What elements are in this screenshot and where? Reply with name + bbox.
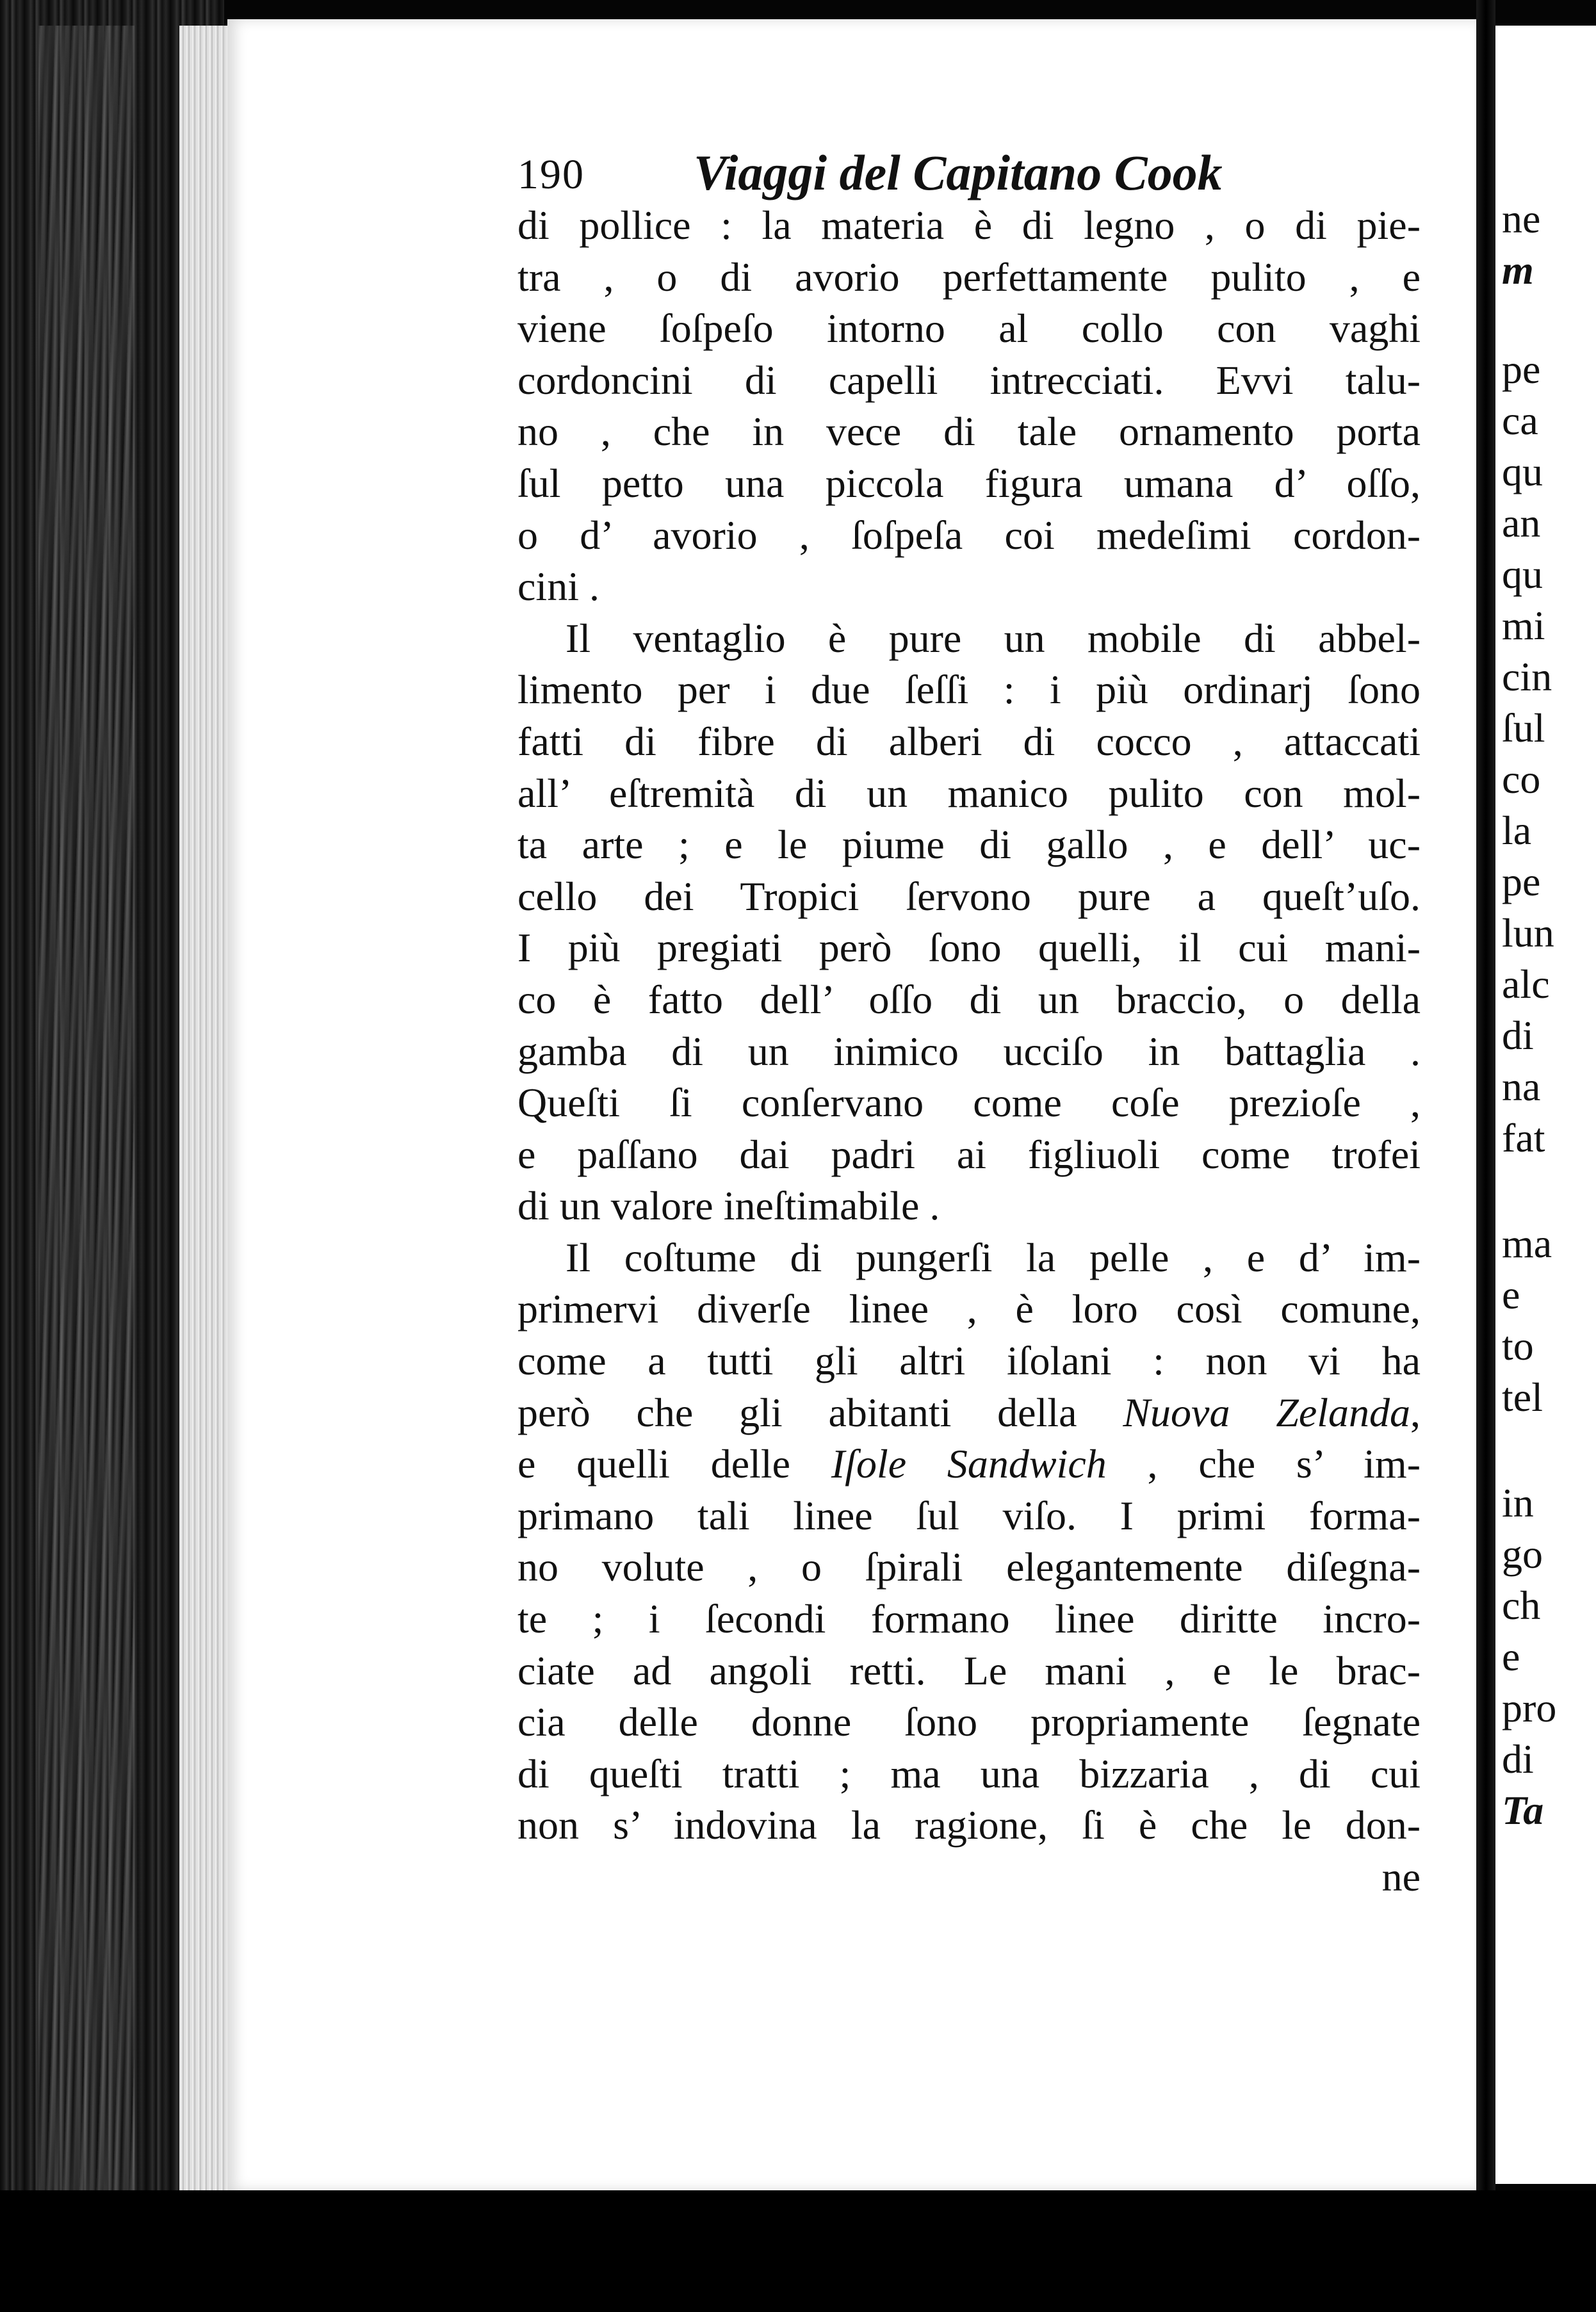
- text-line: viene ſoſpeſo intorno al collo con vaghi: [517, 305, 1421, 352]
- text-line: all’ eſtremità di un manico pulito con mol-: [517, 770, 1421, 816]
- catchword: ne: [1381, 1854, 1421, 1900]
- text-line: co è fatto dell’ oſſo di un braccio, o della: [517, 976, 1421, 1022]
- text-segment: ,: [1410, 1389, 1421, 1435]
- text-line: primervi diverſe linee , è loro così comune,: [517, 1286, 1421, 1332]
- adjacent-fragment: qu: [1502, 551, 1543, 597]
- text-segment: , che s’ im-: [1106, 1441, 1421, 1487]
- spine-texture: [38, 26, 134, 2203]
- place-name-italic: Nuova Zelanda: [1123, 1389, 1411, 1435]
- text-segment: però che gli abitanti della: [517, 1389, 1123, 1435]
- text-line: ta arte ; e le piume di gallo , e dell’ uc-: [517, 822, 1421, 868]
- text-line: di queſti tratti ; ma una bizzaria , di cui: [517, 1750, 1421, 1796]
- adjacent-fragment: m: [1502, 247, 1534, 293]
- adjacent-fragment: ſul: [1502, 705, 1545, 751]
- running-title: Viaggi del Capitano Cook: [694, 145, 1223, 200]
- adjacent-fragment: cin: [1502, 654, 1552, 699]
- adjacent-fragment: an: [1502, 500, 1541, 546]
- text-line: cello dei Tropici ſervono pure a queſt’uſo.: [517, 873, 1421, 919]
- text-line: di pollice : la materia è di legno , o di pie-: [517, 202, 1421, 248]
- text-line: tra , o di avorio perfettamente pulito , e: [517, 254, 1421, 300]
- text-segment: e quelli delle: [517, 1441, 831, 1487]
- text-line: gamba di un inimico ucciſo in battaglia .: [517, 1028, 1421, 1074]
- page-number: 190: [517, 151, 585, 198]
- adjacent-fragment: e: [1502, 1634, 1520, 1679]
- adjacent-fragment: pe: [1502, 859, 1541, 904]
- text-line: Queſti ſi conſervano come coſe prezioſe ,: [517, 1080, 1421, 1126]
- adjacent-page: [1495, 26, 1596, 2184]
- adjacent-fragment: Ta: [1502, 1787, 1544, 1833]
- adjacent-fragment: ma: [1502, 1221, 1552, 1266]
- text-line: no , che in vece di tale ornamento porta: [517, 409, 1421, 455]
- adjacent-fragment: mi: [1502, 603, 1545, 648]
- adjacent-fragment: ca: [1502, 398, 1538, 443]
- adjacent-fragment: na: [1502, 1064, 1541, 1109]
- adjacent-fragment: alc: [1502, 961, 1550, 1007]
- text-line: e paſſano dai padri ai figliuoli come trofei: [517, 1131, 1421, 1177]
- text-line: cia delle donne ſono propriamente ſegnate: [517, 1699, 1421, 1745]
- adjacent-fragment: qu: [1502, 449, 1543, 494]
- adjacent-fragment: la: [1502, 808, 1532, 853]
- adjacent-fragment: co: [1502, 756, 1541, 802]
- adjacent-fragment: to: [1502, 1323, 1534, 1369]
- adjacent-fragment: in: [1502, 1480, 1534, 1526]
- adjacent-fragment: di: [1502, 1736, 1534, 1782]
- body-text: [517, 200, 1421, 1903]
- adjacent-fragment: ch: [1502, 1583, 1541, 1628]
- paragraph-start-line: Il coſtume di pungerſi la pelle , e d’ im-: [566, 1234, 1421, 1280]
- adjacent-fragment: fat: [1502, 1115, 1545, 1160]
- text-line: cini .: [517, 564, 599, 610]
- text-line: fatti di fibre di alberi di cocco , attaccati: [517, 718, 1421, 764]
- page-edges: [179, 26, 231, 2190]
- text-line: limento per i due ſeſſi : i più ordinarj ſono: [517, 667, 1421, 713]
- paragraph-start-line: Il ventaglio è pure un mobile di abbel-: [566, 615, 1421, 661]
- text-line: o d’ avorio , ſoſpeſa coi medeſimi cordon-: [517, 512, 1421, 558]
- adjacent-fragment: go: [1502, 1531, 1543, 1577]
- adjacent-fragment: e: [1502, 1272, 1520, 1317]
- adjacent-fragment: tel: [1502, 1374, 1543, 1420]
- text-line: I più pregiati però ſono quelli, il cui mani-: [517, 925, 1421, 971]
- text-line: ſul petto una piccola figura umana d’ oſſo,: [517, 460, 1421, 506]
- adjacent-fragment: pe: [1502, 346, 1541, 392]
- text-line: te ; i ſecondi formano linee diritte incro-: [517, 1596, 1421, 1642]
- adjacent-fragment: lun: [1502, 910, 1554, 956]
- text-line: cordoncini di capelli intrecciati. Evvi talu-: [517, 357, 1421, 403]
- text-line: no volute , o ſpirali elegantemente diſegna-: [517, 1544, 1421, 1590]
- text-line: come a tutti gli altri iſolani : non vi ha: [517, 1338, 1421, 1384]
- page-gutter: [1476, 0, 1495, 2312]
- page-header: [517, 144, 1254, 208]
- text-line: non s’ indovina la ragione, ſi è che le don-: [517, 1802, 1421, 1848]
- place-name-italic: Iſole Sandwich: [831, 1441, 1107, 1487]
- text-line: ciate ad angoli retti. Le mani , e le brac-: [517, 1647, 1421, 1693]
- adjacent-fragment: ne: [1502, 196, 1541, 241]
- text-line: primano tali linee ſul viſo. I primi forma-: [517, 1492, 1421, 1538]
- adjacent-fragment: di: [1502, 1013, 1534, 1058]
- text-line: di un valore ineſtimabile .: [517, 1183, 940, 1229]
- adjacent-fragment: pro: [1502, 1685, 1557, 1730]
- text-line: [517, 1438, 1421, 1490]
- text-line: [517, 1387, 1421, 1439]
- scan-bottom-edge: [0, 2190, 1596, 2312]
